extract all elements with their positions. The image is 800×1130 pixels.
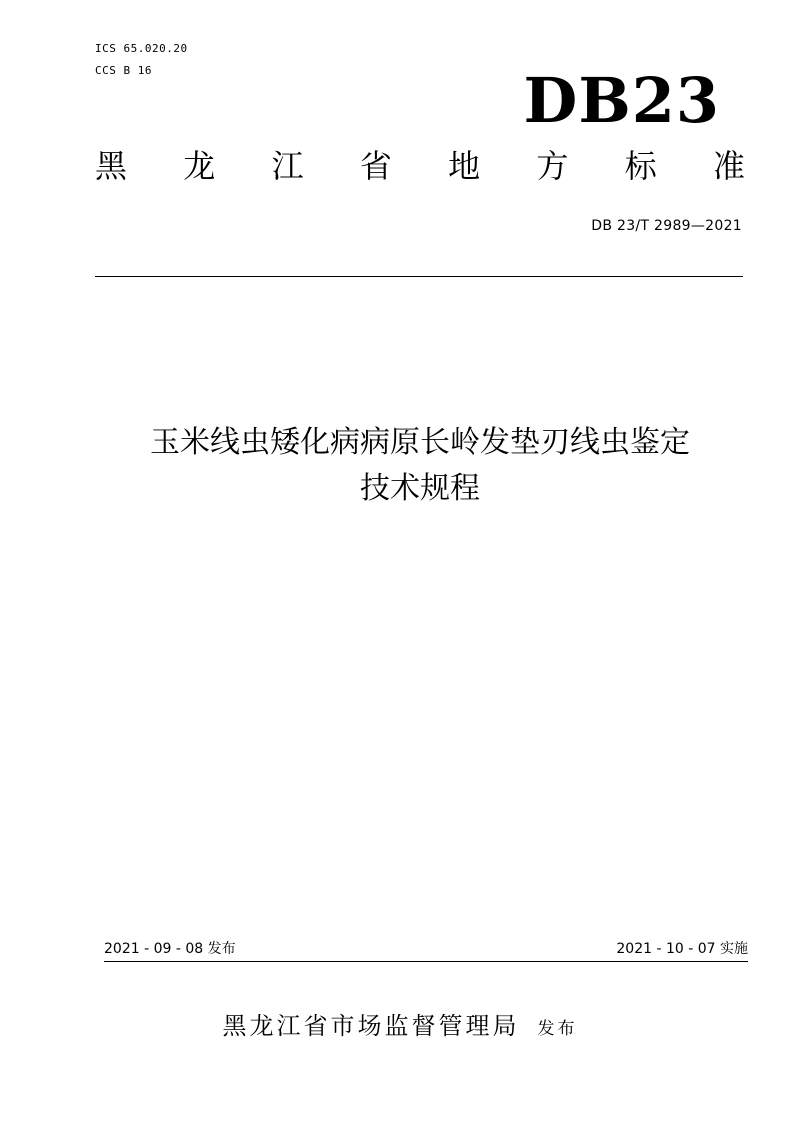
issuing-authority: 黑龙江省市场监督管理局 — [222, 1012, 520, 1040]
standard-type-char: 江 — [271, 147, 304, 185]
db-mark: DB23 — [523, 64, 720, 137]
standard-type-char: 地 — [448, 147, 481, 185]
standard-type-heading — [95, 144, 745, 188]
date-divider — [104, 961, 748, 962]
ccs-code: CCS B 16 — [95, 64, 152, 77]
ics-code: ICS 65.020.20 — [95, 42, 188, 55]
standard-type-char: 省 — [359, 147, 392, 185]
header-divider — [95, 276, 743, 277]
title-line-2: 技术规程 — [360, 471, 480, 506]
standard-type-char: 龙 — [183, 147, 216, 185]
standard-type-char: 标 — [624, 147, 657, 185]
standard-type-char: 准 — [712, 147, 745, 185]
issuer-line — [0, 1008, 800, 1047]
publish-date: 2021 - 09 - 08 发布 — [104, 941, 236, 957]
title-line-1: 玉米线虫矮化病病原长岭发垫刃线虫鉴定 — [150, 425, 690, 460]
standard-type-char: 黑 — [95, 147, 128, 185]
standard-number: DB 23/T 2989—2021 — [591, 218, 742, 234]
standard-type-char: 方 — [536, 147, 569, 185]
implementation-date: 2021 - 10 - 07 实施 — [616, 941, 748, 957]
document-title — [80, 420, 760, 512]
issue-label: 发布 — [537, 1019, 578, 1039]
